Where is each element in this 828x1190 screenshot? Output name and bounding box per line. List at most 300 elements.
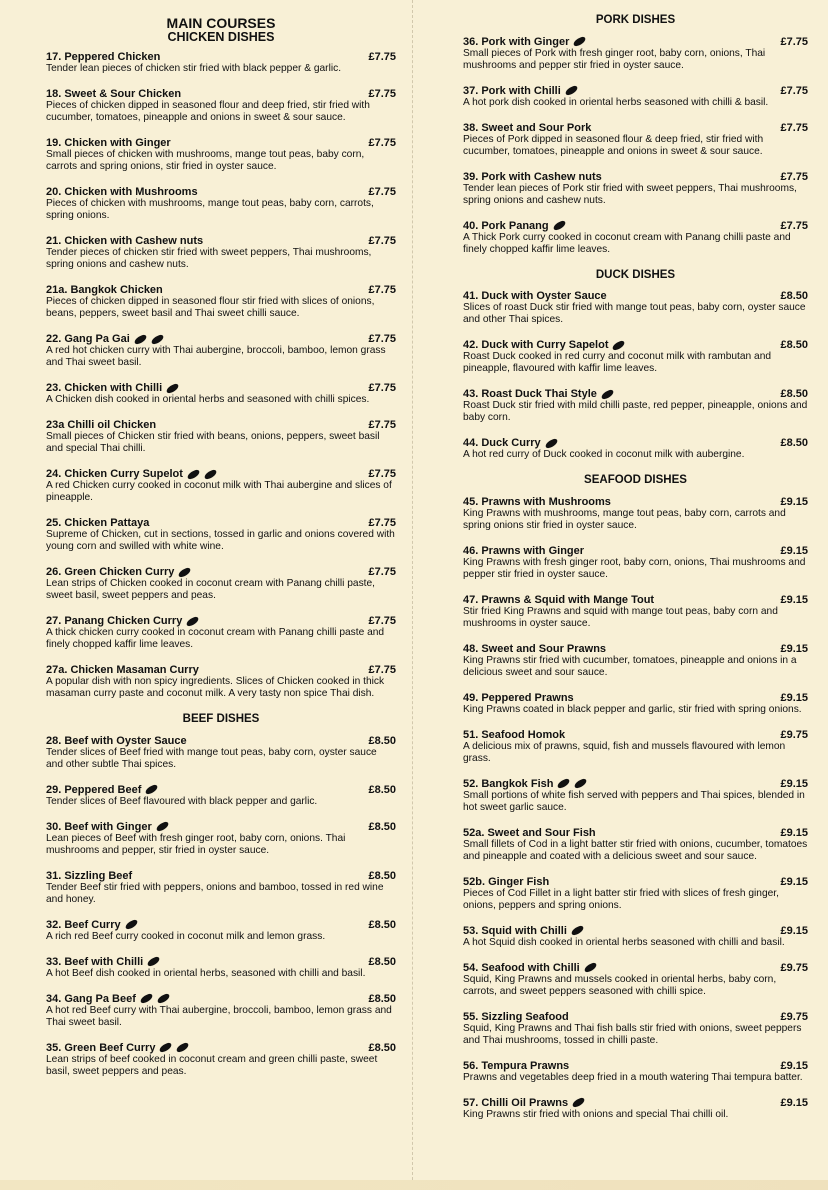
chilli-icon (186, 469, 201, 480)
menu-item-name (46, 993, 170, 1005)
menu-item-price: £9.75 (780, 961, 808, 974)
menu-item-name-text: 49. Peppered Prawns (463, 691, 574, 704)
menu-item-price: £8.50 (368, 1041, 396, 1054)
menu-item-header (46, 956, 396, 968)
menu-item-price: £9.15 (780, 777, 808, 790)
duck-list (463, 290, 808, 461)
chilli-icon (145, 784, 160, 795)
menu-item-header (46, 821, 396, 833)
menu-item-name (46, 517, 149, 529)
menu-item (46, 566, 396, 602)
menu-item-header (46, 664, 396, 676)
menu-item-price: £9.15 (780, 495, 808, 508)
menu-item (46, 235, 396, 271)
menu-item-header (463, 290, 808, 302)
menu-item-price: £7.75 (368, 186, 396, 199)
menu-item-name (46, 51, 160, 63)
menu-item (463, 692, 808, 716)
menu-item-header (463, 545, 808, 557)
menu-item-header (463, 171, 808, 183)
menu-item-name (46, 186, 198, 198)
menu-item-name (46, 88, 181, 100)
menu-item (46, 382, 396, 406)
menu-item-price: £7.75 (368, 235, 396, 248)
menu-item-description: Small fillets of Cod in a light batter stir fried with onions, cucumber, tomatoes and pineapple and coated with a delicious sweet and sour sauce. (463, 838, 808, 862)
menu-item (463, 85, 808, 109)
menu-item-price: £7.75 (780, 121, 808, 134)
menu-item-header (463, 692, 808, 704)
pork-section-title: PORK DISHES (595, 14, 676, 26)
menu-item-name-text: 36. Pork with Ginger (463, 35, 570, 48)
menu-item-price: £7.75 (368, 51, 396, 64)
chilli-icon (139, 993, 154, 1004)
menu-item-name-text: 31. Sizzling Beef (46, 869, 133, 882)
menu-item-header (46, 735, 396, 747)
duck-section-title: DUCK DISHES (595, 268, 676, 281)
menu-item-name (46, 333, 164, 345)
menu-item-price: £9.15 (780, 642, 808, 655)
menu-item (463, 876, 808, 912)
menu-item-price: £9.75 (780, 1010, 808, 1023)
beef-list (46, 735, 396, 1078)
menu-item-header (463, 594, 808, 606)
menu-item-name (46, 870, 132, 882)
menu-item-name (463, 290, 607, 302)
menu-item-price: £8.50 (780, 290, 808, 303)
menu-item-name (463, 643, 606, 655)
menu-item-description: Roast Duck cooked in red curry and coconut milk with rambutan and pineapple, flavoured with kaffir lime leaves. (463, 351, 772, 375)
menu-item-price: £7.75 (368, 468, 396, 481)
menu-item-header (463, 388, 808, 400)
menu-item-header (46, 51, 396, 63)
menu-item-header (46, 419, 396, 431)
menu-item-name-text: 29. Peppered Beef (46, 783, 142, 796)
menu-item-name (46, 615, 199, 627)
menu-item-name-text: 39. Pork with Cashew nuts (463, 170, 602, 183)
chilli-icon (150, 334, 165, 345)
menu-item-name-text: 22. Gang Pa Gai (46, 333, 130, 346)
menu-item-price: £8.50 (368, 918, 396, 931)
menu-item (46, 993, 396, 1029)
menu-item-price: £9.15 (780, 1096, 808, 1109)
menu-item (46, 1042, 396, 1078)
menu-item-description: A delicious mix of prawns, squid, fish and mussels flavoured with lemon grass. (463, 740, 786, 764)
menu-item-price: £8.50 (368, 820, 396, 833)
menu-item-name (46, 821, 169, 833)
menu-item-name (46, 735, 187, 747)
menu-item-header (46, 468, 396, 480)
menu-item-header (463, 729, 808, 741)
menu-item-name-text: 38. Sweet and Sour Pork (463, 121, 592, 134)
menu-item-name (463, 437, 558, 449)
menu-item-name-text: 24. Chicken Curry Supelot (46, 468, 183, 481)
menu-item-name-text: 21. Chicken with Cashew nuts (46, 235, 204, 248)
menu-item-description: Pieces of chicken with mushrooms, mange tout peas, baby corn, carrots, spring onions. (46, 198, 374, 222)
menu-item-name-text: 47. Prawns & Squid with Mange Tout (463, 593, 655, 606)
menu-item-header (46, 1042, 396, 1054)
main-title: MAIN COURSES (166, 15, 276, 31)
menu-item-header (46, 137, 396, 149)
menu-item-price: £7.75 (780, 35, 808, 48)
chilli-icon (574, 778, 589, 789)
menu-item-name (46, 419, 156, 431)
menu-item-name (463, 122, 591, 134)
menu-item-name-text: 43. Roast Duck Thai Style (463, 388, 597, 401)
menu-item (46, 664, 396, 700)
chilli-icon (178, 567, 193, 578)
seafood-section-title: SEAFOOD DISHES (584, 474, 687, 487)
menu-item-header (46, 235, 396, 247)
menu-item-header (46, 382, 396, 394)
menu-item-description: Tender Beef stir fried with peppers, onions and bamboo, tossed in red wine and honey. (46, 881, 384, 905)
menu-item-name-text: 40. Pork Panang (463, 219, 549, 232)
menu-item-price: £8.50 (368, 783, 396, 796)
menu-item-header (463, 778, 808, 790)
menu-item-name-text: 48. Sweet and Sour Prawns (463, 642, 607, 655)
menu-item-description: Small pieces of Chicken stir fried with beans, onions, peppers, sweet basil and special Thai chilli. (46, 431, 380, 455)
menu-item-header (46, 566, 396, 578)
menu-item-description: Roast Duck stir fried with mild chilli paste, red pepper, pineapple, onions and baby corn. (463, 400, 808, 424)
menu-item-name (46, 468, 217, 480)
menu-item-name (463, 1011, 569, 1023)
chilli-icon (573, 36, 588, 47)
chilli-icon (544, 438, 559, 449)
chilli-icon (156, 993, 171, 1004)
beef-section-title: BEEF DISHES (182, 713, 260, 726)
chicken-list (46, 51, 396, 700)
chilli-icon (146, 956, 161, 967)
menu-item (46, 468, 396, 504)
menu-item-name-text: 45. Prawns with Mushrooms (463, 495, 611, 508)
menu-item-price: £8.50 (780, 437, 808, 450)
menu-item-description: Lean strips of Chicken cooked in coconut cream with Panang chilli paste, sweet basil, sweet peppers and peas. (46, 578, 376, 602)
menu-item-price: £8.50 (780, 388, 808, 401)
menu-item-price: £8.50 (780, 339, 808, 352)
menu-item-header (46, 284, 396, 296)
menu-item-name (46, 566, 191, 578)
menu-item-description: A hot red Beef curry with Thai aubergine, broccoli, bamboo, lemon grass and Thai sweet basil. (46, 1004, 392, 1028)
menu-item (463, 290, 808, 326)
menu-item-price: £8.50 (368, 992, 396, 1005)
menu-item (463, 594, 808, 630)
menu-item (46, 137, 396, 173)
chilli-icon (176, 1042, 191, 1053)
menu-item (46, 821, 396, 857)
menu-item-name-text: 20. Chicken with Mushrooms (46, 186, 198, 199)
menu-item-header (46, 993, 396, 1005)
menu-item-name-text: 19. Chicken with Ginger (46, 137, 171, 150)
menu-item (463, 1011, 808, 1047)
chilli-icon (552, 220, 567, 231)
menu-item-name-text: 46. Prawns with Ginger (463, 544, 585, 557)
menu-item-name (463, 729, 565, 741)
menu-item-description: King Prawns with fresh ginger root, baby corn, onions, Thai mushrooms and pepper stir fried in oyster sauce. (463, 556, 806, 580)
menu-item-name-text: 23a Chilli oil Chicken (46, 419, 157, 432)
menu-item-name (463, 388, 614, 400)
menu-item (46, 870, 396, 906)
menu-item-name-text: 17. Peppered Chicken (46, 51, 161, 64)
menu-item (46, 88, 396, 124)
menu-item (463, 643, 808, 679)
menu-item-price: £9.75 (780, 728, 808, 741)
menu-item (463, 925, 808, 949)
menu-item-name-text: 52b. Ginger Fish (463, 875, 550, 888)
menu-item (463, 496, 808, 532)
menu-item-description: A Thick Pork curry cooked in coconut cream with Panang chilli paste and finely chopped kaffir lime leaves. (463, 231, 791, 255)
chicken-section-title: CHICKEN DISHES (167, 30, 275, 45)
menu-item-price: £7.75 (780, 84, 808, 97)
menu-item-description: A Chicken dish cooked in oriental herbs and seasoned with chilli spices. (46, 394, 370, 406)
menu-item-description: A hot Squid dish cooked in oriental herbs seasoned with chilli and basil. (463, 936, 785, 948)
menu-item-description: King Prawns stir fried with onions and special Thai chilli oil. (463, 1108, 729, 1120)
menu-item (46, 615, 396, 651)
menu-item-name (46, 284, 163, 296)
menu-item (463, 1060, 808, 1084)
menu-item (46, 784, 396, 808)
menu-item-name-text: 37. Pork with Chilli (463, 84, 561, 97)
pork-list (463, 36, 808, 256)
menu-item-description: Slices of roast Duck stir fried with mange tout peas, baby corn, oyster sauce and other Thai spices. (463, 302, 806, 326)
menu-item (46, 333, 396, 369)
menu-item (463, 1097, 808, 1121)
menu-item-name (463, 220, 566, 232)
menu-item-price: £7.75 (368, 284, 396, 297)
menu-item-name (46, 1042, 189, 1054)
chilli-icon (186, 616, 201, 627)
menu-item-header (463, 36, 808, 48)
menu-item-name-text: 44. Duck Curry (463, 437, 541, 450)
right-column (463, 14, 808, 1134)
menu-item-name-text: 32. Beef Curry (46, 918, 121, 931)
chilli-icon (133, 334, 148, 345)
menu-item-name-text: 34. Gang Pa Beef (46, 992, 136, 1005)
menu-item-price: £9.15 (780, 924, 808, 937)
chilli-icon (570, 925, 585, 936)
bottom-edge (0, 1180, 828, 1190)
chilli-icon (165, 383, 180, 394)
menu-item-name-text: 28. Beef with Oyster Sauce (46, 734, 187, 747)
menu-item-header (463, 1060, 808, 1072)
menu-item-name (463, 496, 611, 508)
menu-item (463, 545, 808, 581)
menu-item-description: Lean strips of beef cooked in coconut cream and green chilli paste, sweet basil, sweet peppers and peas. (46, 1053, 378, 1077)
menu-item-header (463, 122, 808, 134)
chilli-icon (583, 962, 598, 973)
menu-item-name (463, 545, 584, 557)
menu-item-name (463, 1097, 585, 1109)
menu-item-name-text: 23. Chicken with Chilli (46, 382, 163, 395)
menu-item-header (46, 615, 396, 627)
menu-item-price: £7.75 (368, 333, 396, 346)
menu-item-description: A rich red Beef curry cooked in coconut milk and lemon grass. (46, 930, 326, 942)
menu-item-name (463, 692, 574, 704)
menu-item-name (463, 1060, 569, 1072)
menu-item-price: £7.75 (780, 170, 808, 183)
chilli-icon (159, 1042, 174, 1053)
menu-item-header (463, 925, 808, 937)
menu-item-price: £8.50 (368, 955, 396, 968)
menu-item-header (463, 876, 808, 888)
menu-item-description: Supreme of Chicken, cut in sections, tossed in garlic and onions covered with young corn and swilled with white wine. (46, 529, 395, 553)
page-fold (412, 0, 413, 1190)
menu-item (463, 339, 808, 375)
menu-item-name-text: 52a. Sweet and Sour Fish (463, 826, 596, 839)
menu-item-description: Squid, King Prawns and Thai fish balls stir fried with onions, sweet peppers and Thai mushrooms, tossed in chilli paste. (463, 1022, 802, 1046)
chilli-icon (557, 778, 572, 789)
chilli-icon (203, 469, 218, 480)
menu-item-header (46, 186, 396, 198)
menu-item-description: A red Chicken curry cooked in coconut milk with Thai aubergine and slices of pineapple. (46, 480, 392, 504)
menu-item (46, 919, 396, 943)
menu-item-price: £7.75 (368, 615, 396, 628)
menu-item (463, 220, 808, 256)
menu-item-name (463, 876, 549, 888)
menu-item-name (463, 778, 587, 790)
menu-item-name (46, 784, 158, 796)
menu-item-header (463, 437, 808, 449)
menu-item-price: £8.50 (368, 734, 396, 747)
menu-item (463, 778, 808, 814)
menu-item-price: £7.75 (368, 419, 396, 432)
menu-item-header (463, 85, 808, 97)
menu-item (46, 51, 396, 75)
menu-item-description: Tender slices of Beef flavoured with black pepper and garlic. (46, 795, 318, 807)
menu-item-name (46, 956, 160, 968)
menu-item-description: Small pieces of chicken with mushrooms, mange tout peas, baby corn, carrots and spring onions, stir fried in oyster sauce. (46, 149, 365, 173)
menu-item-description: A red hot chicken curry with Thai aubergine, broccoli, bamboo, lemon grass and Thai sweet basil. (46, 345, 386, 369)
menu-item (46, 186, 396, 222)
menu-item-name (463, 925, 584, 937)
menu-item-price: £9.15 (780, 1059, 808, 1072)
menu-item-price: £8.50 (368, 869, 396, 882)
menu-item-description: Pieces of Pork dipped in seasoned flour & deep fried, stir fried with cucumber, tomatoes, pineapple and onions in sweet & sour sauce. (463, 133, 764, 157)
left-column (46, 14, 396, 1091)
menu-item-description: Pieces of Cod Fillet in a light batter stir fried with slices of fresh ginger, onions, peppers and spring onions. (463, 887, 779, 911)
menu-item-header (463, 496, 808, 508)
menu-item-name-text: 54. Seafood with Chilli (463, 961, 580, 974)
menu-item-header (46, 333, 396, 345)
menu-item-price: £7.75 (368, 88, 396, 101)
menu-item-price: £9.15 (780, 691, 808, 704)
menu-item-description: Prawns and vegetables deep fried in a mouth watering Thai tempura batter. (463, 1071, 803, 1083)
menu-item-header (463, 220, 808, 232)
menu-item-description: A hot pork dish cooked in oriental herbs seasoned with chilli & basil. (463, 96, 769, 108)
menu-item-description: A hot red curry of Duck cooked in coconut milk with aubergine. (463, 449, 745, 461)
menu-item-name (463, 339, 625, 351)
menu-item-name-text: 27. Panang Chicken Curry (46, 615, 183, 628)
menu-item (463, 827, 808, 863)
menu-item-description: Squid, King Prawns and mussels cooked in oriental herbs, baby corn, carrots, and sweet peppers seasoned with chilli spice. (463, 973, 777, 997)
menu-item-name (463, 827, 596, 839)
menu-item-price: £7.75 (368, 382, 396, 395)
menu-item-header (463, 1011, 808, 1023)
menu-item (46, 956, 396, 980)
menu-item-description: A hot Beef dish cooked in oriental herbs, seasoned with chilli and basil. (46, 967, 366, 979)
menu-item-description: Tender lean pieces of chicken stir fried with black pepper & garlic. (46, 63, 342, 75)
menu-item-price: £7.75 (368, 664, 396, 677)
menu-item-name-text: 30. Beef with Ginger (46, 820, 152, 833)
menu-item-header (463, 962, 808, 974)
chilli-icon (612, 340, 627, 351)
menu-item (46, 735, 396, 771)
menu-item (463, 122, 808, 158)
menu-item-name (46, 664, 199, 676)
menu-item-header (46, 88, 396, 100)
menu-item (463, 388, 808, 424)
menu-item-name-text: 56. Tempura Prawns (463, 1059, 570, 1072)
menu-item-header (46, 784, 396, 796)
menu-item-description: A popular dish with non spicy ingredients. Slices of Chicken cooked in thick masaman curry paste and coconut milk. A very tasty non spice Thai dish. (46, 676, 385, 700)
menu-item-name-text: 55. Sizzling Seafood (463, 1010, 569, 1023)
menu-item-name (46, 137, 171, 149)
chilli-icon (124, 919, 139, 930)
menu-item-price: £9.15 (780, 875, 808, 888)
menu-item-price: £9.15 (780, 826, 808, 839)
menu-item-name (46, 235, 203, 247)
menu-item-name-text: 53. Squid with Chilli (463, 924, 567, 937)
menu-item (463, 36, 808, 72)
chilli-icon (564, 85, 579, 96)
menu-item-description: Tender slices of Beef fried with mange tout peas, baby corn, oyster sauce and other subtle Thai spices. (46, 746, 377, 770)
menu-item-header (46, 870, 396, 882)
menu-item-header (46, 517, 396, 529)
menu-item-name (46, 382, 179, 394)
menu-item-price: £9.15 (780, 593, 808, 606)
menu-item-header (463, 827, 808, 839)
menu-item-description: Small portions of white fish served with peppers and Thai spices, blended in hot sweet garlic sauce. (463, 789, 805, 813)
menu-item-name-text: 33. Beef with Chilli (46, 955, 144, 968)
seafood-list (463, 496, 808, 1121)
menu-item-description: King Prawns stir fried with cucumber, tomatoes, pineapple and onions in a delicious sweet and sour sauce. (463, 654, 797, 678)
menu-item-name (463, 85, 578, 97)
menu-item-name-text: 52. Bangkok Fish (463, 777, 554, 790)
menu-item-header (463, 643, 808, 655)
menu-item-name-text: 57. Chilli Oil Prawns (463, 1096, 569, 1109)
menu-item-header (463, 339, 808, 351)
menu-item-description: Lean pieces of Beef with fresh ginger root, baby corn, onions. Thai mushrooms and pepper, stir fried in oyster sauce. (46, 832, 346, 856)
menu-item (463, 962, 808, 998)
menu-item (463, 171, 808, 207)
menu-item-name (463, 171, 602, 183)
chilli-icon (155, 821, 170, 832)
menu-item-description: King Prawns with mushrooms, mange tout peas, baby corn, carrots and spring onions stir fried in oyster sauce. (463, 507, 786, 531)
chilli-icon (600, 389, 615, 400)
menu-item-description: Tender pieces of chicken stir fried with sweet peppers, Thai mushrooms, spring onions and cashew nuts. (46, 247, 372, 271)
menu-item (463, 437, 808, 461)
menu-item-name (463, 594, 654, 606)
menu-item-name-text: 51. Seafood Homok (463, 728, 566, 741)
menu-item-price: £7.75 (368, 566, 396, 579)
menu-item-name (463, 962, 597, 974)
menu-item-name-text: 26. Green Chicken Curry (46, 566, 175, 579)
menu-item-name-text: 18. Sweet & Sour Chicken (46, 88, 182, 101)
menu-item-name-text: 35. Green Beef Curry (46, 1041, 156, 1054)
menu-item-header (463, 1097, 808, 1109)
menu-item-description: Small pieces of Pork with fresh ginger root, baby corn, onions, Thai mushrooms and pepper stir fried in oyster sauce. (463, 47, 766, 71)
menu-item (46, 419, 396, 455)
menu-item-price: £7.75 (780, 219, 808, 232)
menu-item-price: £7.75 (368, 517, 396, 530)
menu-item (46, 517, 396, 553)
menu-item-description: Tender lean pieces of Pork stir fried with sweet peppers, Thai mushrooms, spring onions and cashew nuts. (463, 182, 797, 206)
menu-item-description: Pieces of chicken dipped in seasoned flour stir fried with slices of onions, beans, peppers, sweet basil and Thai sweet chilli sauce. (46, 296, 375, 320)
menu-item (46, 284, 396, 320)
menu-item-description: A thick chicken curry cooked in coconut cream with Panang chilli paste and finely chopped kaffir lime leaves. (46, 627, 385, 651)
menu-item-name-text: 25. Chicken Pattaya (46, 517, 150, 530)
menu-item (463, 729, 808, 765)
menu-item-description: Stir fried King Prawns and squid with mange tout peas, baby corn and mushrooms in oyster sauce. (463, 605, 778, 629)
menu-item-name-text: 42. Duck with Curry Sapelot (463, 339, 609, 352)
